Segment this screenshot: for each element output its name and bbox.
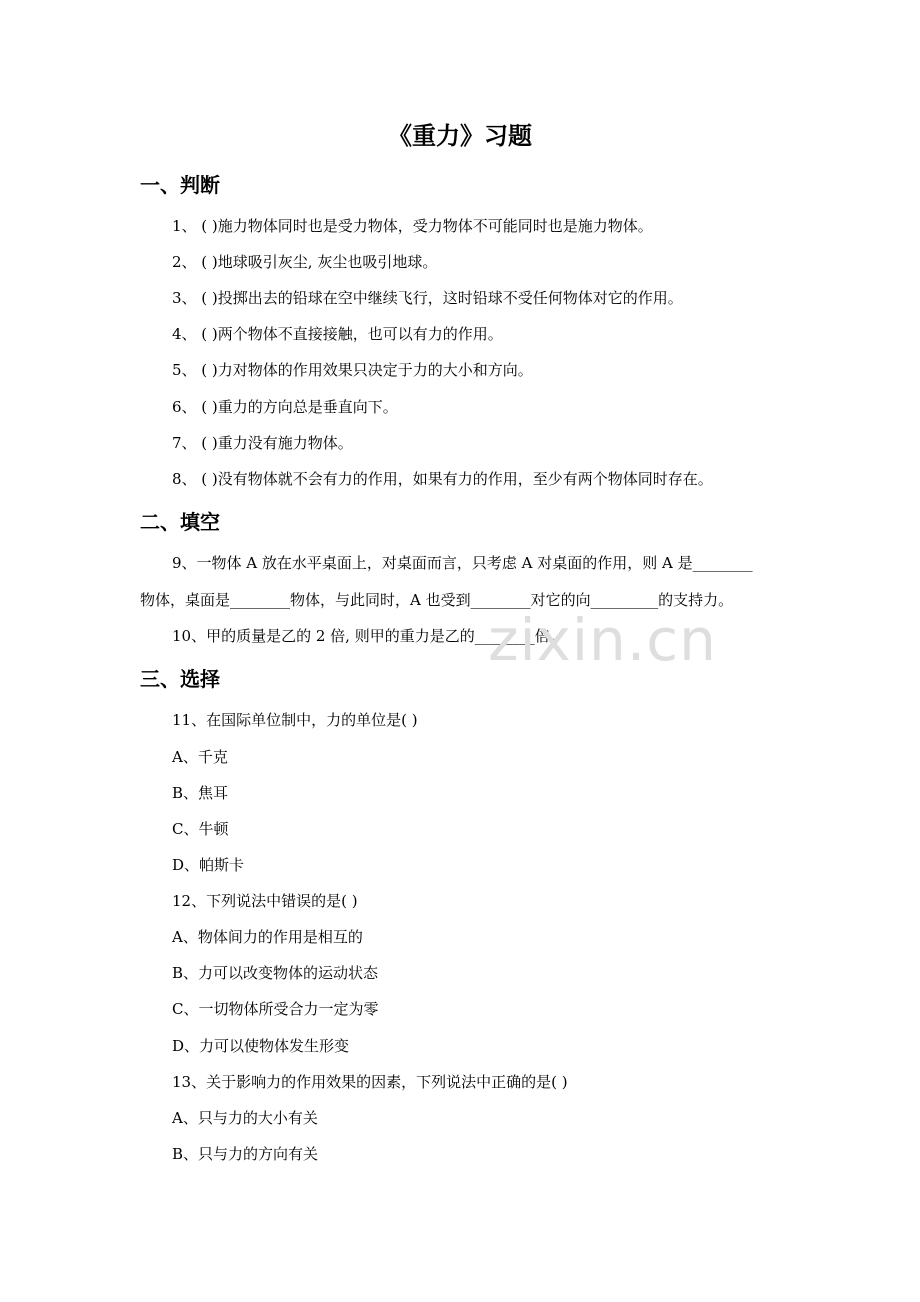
- judge-item-4: 4、 ( )两个物体不直接接触，也可以有力的作用。: [172, 325, 503, 343]
- fill-q9-line2: 物体，桌面是________物体，与此同时，A 也受到________对它的向_________的支持力。: [140, 591, 734, 609]
- choice-q12-option-c: C、一切物体所受合力一定为零: [172, 1000, 379, 1018]
- judge-item-6: 6、 ( )重力的方向总是垂直向下。: [172, 398, 398, 416]
- judge-item-3: 3、 ( )投掷出去的铅球在空中继续飞行，这时铅球不受任何物体对它的作用。: [172, 289, 683, 307]
- judge-item-7: 7、 ( )重力没有施力物体。: [172, 434, 353, 452]
- fill-q10: 10、甲的质量是乙的 2 倍, 则甲的重力是乙的________倍。: [172, 627, 565, 645]
- choice-q11-option-a: A、千克: [172, 748, 228, 766]
- judge-item-5: 5、 ( )力对物体的作用效果只决定于力的大小和方向。: [172, 361, 533, 379]
- section-heading-choice: 三、选择: [140, 667, 220, 691]
- judge-item-8: 8、 ( )没有物体就不会有力的作用，如果有力的作用，至少有两个物体同时存在。: [172, 470, 713, 488]
- choice-q11-option-b: B、焦耳: [172, 784, 229, 802]
- choice-q13-option-b: B、只与力的方向有关: [172, 1145, 319, 1163]
- choice-q12-option-a: A、物体间力的作用是相互的: [172, 928, 363, 946]
- choice-q12-option-d: D、力可以使物体发生形变: [172, 1037, 350, 1055]
- judge-item-1: 1、 ( )施力物体同时也是受力物体，受力物体不可能同时也是施力物体。: [172, 217, 653, 235]
- watermark: zixin.cn: [488, 606, 717, 674]
- judge-item-2: 2、 ( )地球吸引灰尘, 灰尘也吸引地球。: [172, 253, 438, 271]
- choice-q13-stem: 13、关于影响力的作用效果的因素，下列说法中正确的是( ): [172, 1073, 568, 1091]
- section-heading-judge: 一、判断: [140, 173, 220, 197]
- choice-q11-stem: 11、在国际单位制中，力的单位是( ): [172, 711, 418, 729]
- page-title: 《重力》习题: [388, 122, 532, 150]
- choice-q12-option-b: B、力可以改变物体的运动状态: [172, 964, 379, 982]
- choice-q11-option-c: C、牛顿: [172, 820, 229, 838]
- choice-q11-option-d: D、帕斯卡: [172, 856, 245, 874]
- choice-q12-stem: 12、下列说法中错误的是( ): [172, 892, 358, 910]
- section-heading-fill: 二、填空: [140, 510, 220, 534]
- choice-q13-option-a: A、只与力的大小有关: [172, 1109, 318, 1127]
- fill-q9-line1: 9、一物体 A 放在水平桌面上，对桌面而言，只考虑 A 对桌面的作用，则 A 是________: [172, 554, 753, 572]
